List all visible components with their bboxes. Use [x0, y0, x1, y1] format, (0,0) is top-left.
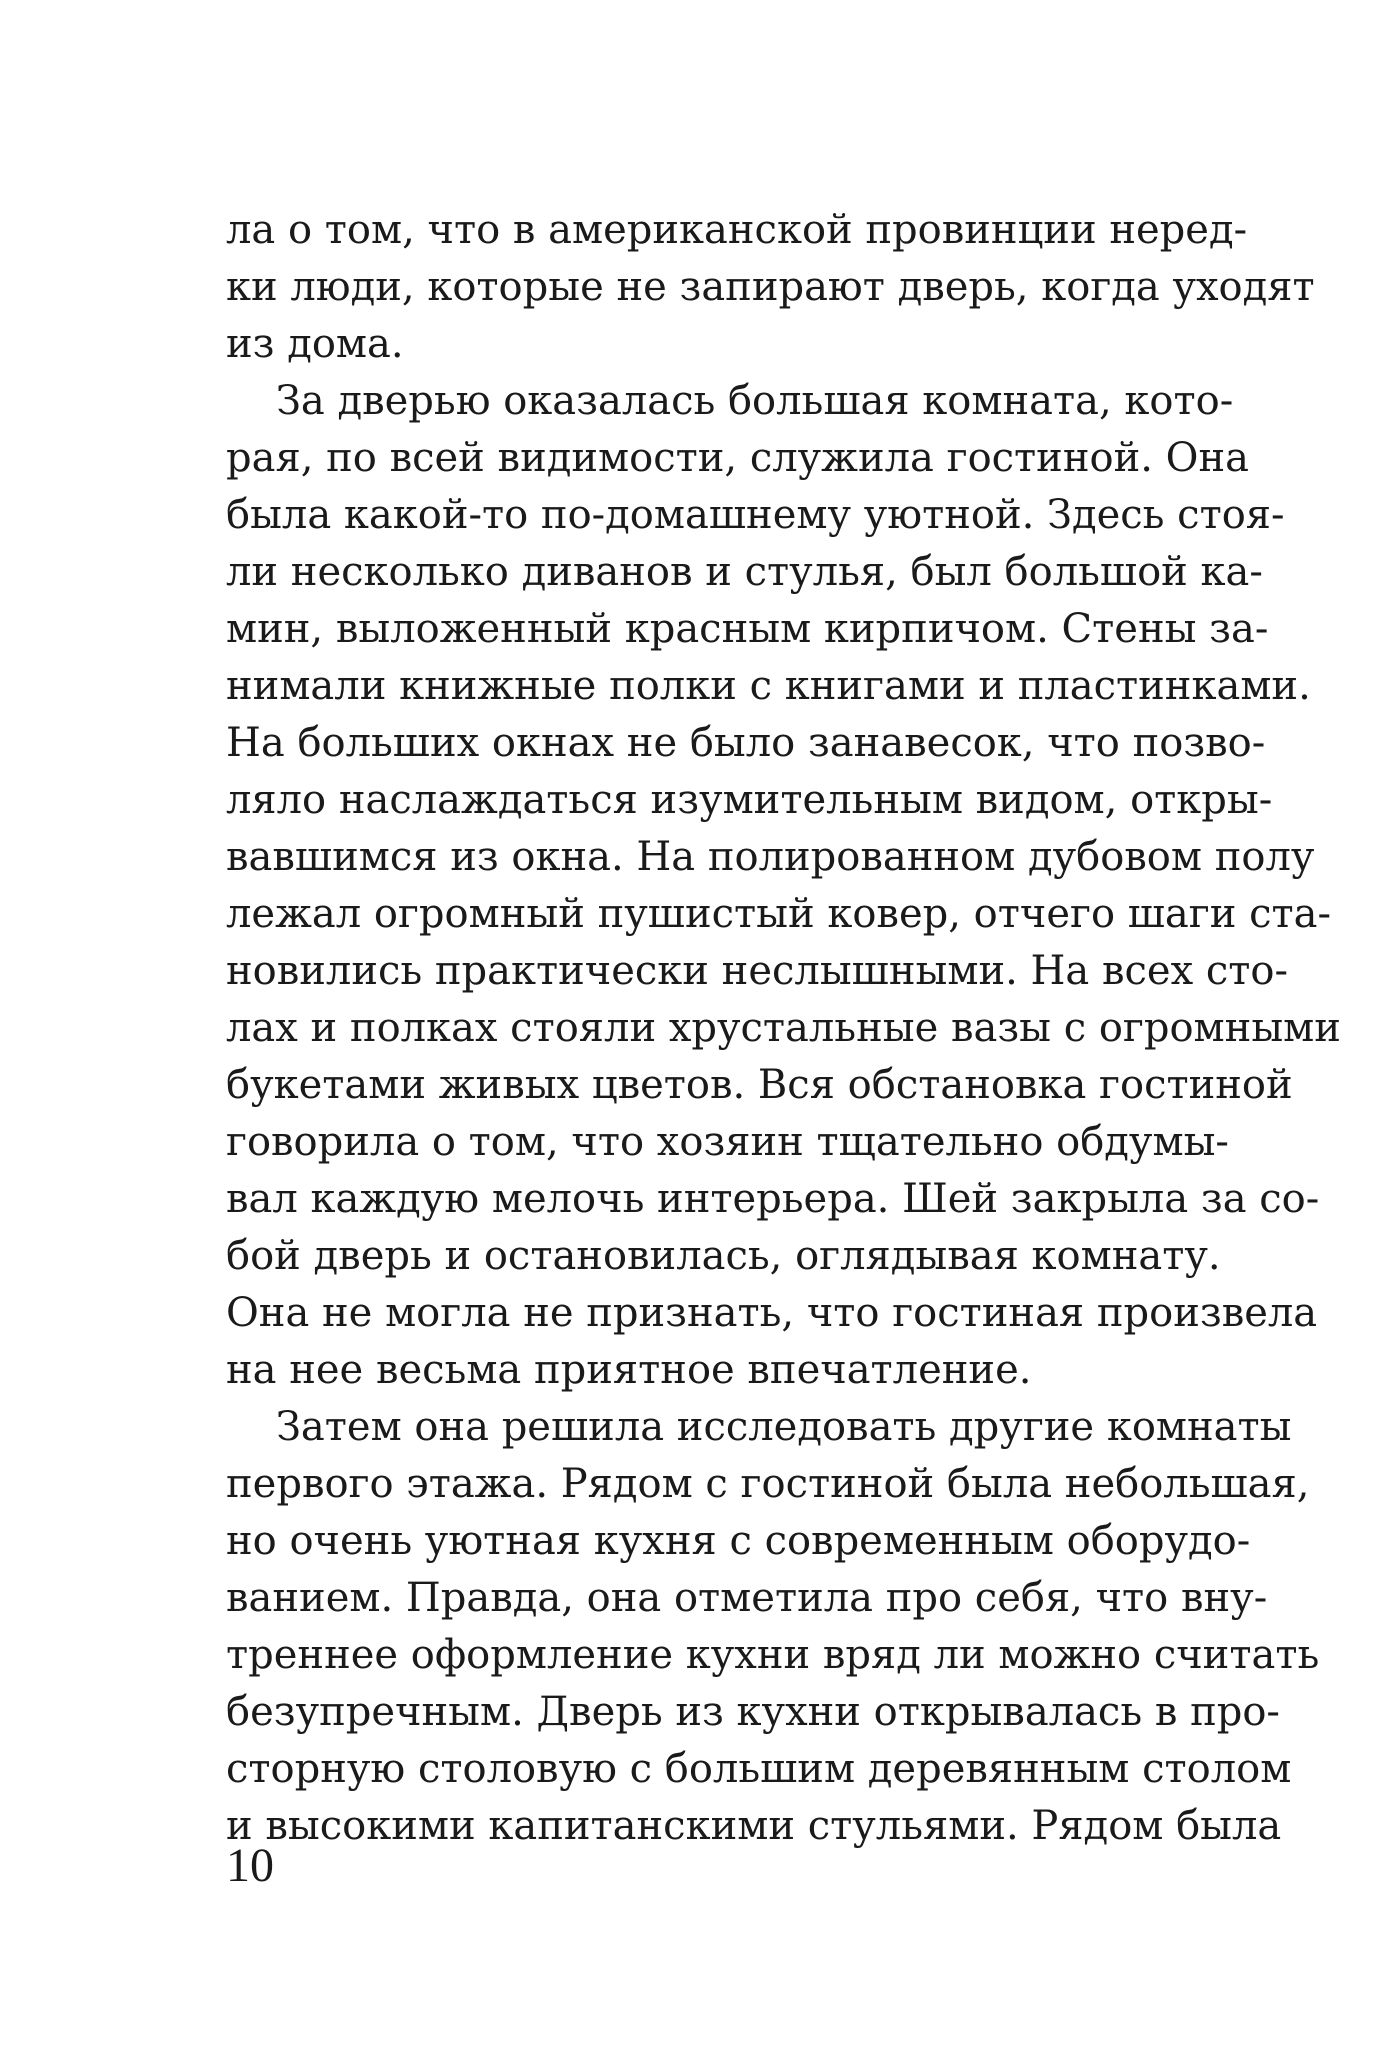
text-line: бой дверь и остановилась, оглядывая комнату.	[226, 1233, 1221, 1279]
text-line: нимали книжные полки с книгами и пластинками.	[226, 663, 1311, 709]
text-line: лежал огромный пушистый ковер, отчего шаги ста-	[226, 891, 1331, 937]
text-line: и высокими капитанскими стульями. Рядом была	[226, 1803, 1282, 1849]
text-line: на нее весьма приятное впечатление.	[226, 1347, 1032, 1393]
text-line: На больших окнах не было занавесок, что позво-	[226, 720, 1266, 766]
text-line: безупречным. Дверь из кухни открывалась в про-	[226, 1689, 1280, 1735]
text-line: ки люди, которые не запирают дверь, когда уходят	[226, 264, 1315, 310]
text-line: лах и полках стояли хрустальные вазы с огромными	[226, 1005, 1341, 1051]
text-line: треннее оформление кухни вряд ли можно считать	[226, 1632, 1320, 1678]
text-line: была какой-то по-домашнему уютной. Здесь стоя-	[226, 492, 1285, 538]
text-line: Затем она решила исследовать другие комнаты	[276, 1404, 1292, 1450]
text-line: ляло наслаждаться изумительным видом, откры-	[226, 777, 1273, 823]
text-line: рая, по всей видимости, служила гостиной. Она	[226, 435, 1249, 481]
text-line: За дверью оказалась большая комната, кото-	[276, 378, 1234, 424]
text-line: ла о том, что в американской провинции неред-	[226, 207, 1248, 253]
text-line: ли несколько диванов и стулья, был большой ка-	[226, 549, 1263, 595]
page-number: 10	[226, 1839, 274, 1892]
text-line: но очень уютная кухня с современным оборудо-	[226, 1518, 1251, 1564]
body-text	[226, 202, 1341, 1855]
text-line: сторную столовую с большим деревянным столом	[226, 1746, 1292, 1792]
text-line: первого этажа. Рядом с гостиной была небольшая,	[226, 1461, 1310, 1507]
text-line: вавшимся из окна. На полированном дубовом полу	[226, 834, 1315, 880]
text-line: вал каждую мелочь интерьера. Шей закрыла за со-	[226, 1176, 1320, 1222]
text-line: букетами живых цветов. Вся обстановка гостиной	[226, 1062, 1293, 1108]
text-line: новились практически неслышными. На всех сто-	[226, 948, 1288, 994]
text-line: мин, выложенный красным кирпичом. Стены за-	[226, 606, 1269, 652]
text-line: ванием. Правда, она отметила про себя, что вну-	[226, 1575, 1268, 1621]
text-line: говорила о том, что хозяин тщательно обдумы-	[226, 1119, 1229, 1165]
text-line: из дома.	[226, 321, 404, 367]
text-line: Она не могла не признать, что гостиная произвела	[226, 1290, 1318, 1336]
